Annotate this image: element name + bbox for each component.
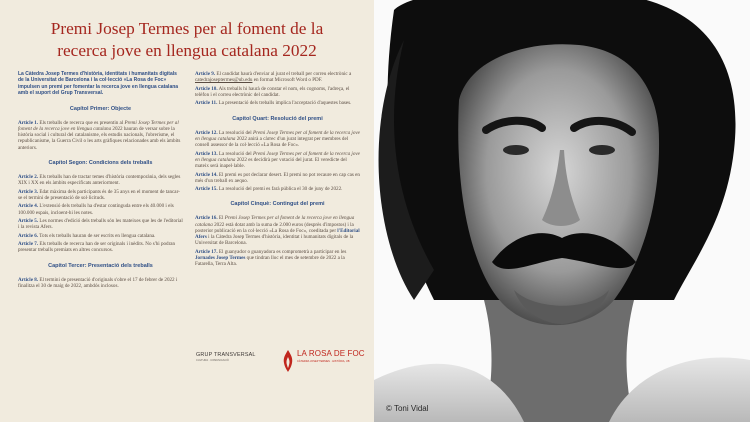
- article-9: Article 9. El candidat haurà d'enviar al jurat el treball per correu electrònic a catedrajoseptermes@ub.edu en format Microsoft Word o PDF.: [195, 71, 352, 84]
- article-15: Article 15. La resolució del premi es farà pública el 30 de juny de 2022.: [195, 186, 343, 193]
- article-6: Article 6. Tots els treballs hauran de ser escrits en llengua catalana.: [18, 232, 156, 239]
- column-right: [195, 71, 360, 270]
- chapter-2-heading: Capítol Segon: Condicions dels treballs: [48, 159, 153, 166]
- intro-paragraph: La Càtedra Josep Termes d'història, identitats i humanitats digitals de la Universitat de Barcelona i la col·lecció «La Rosa de Foc» impulsen un premi per fomentar la recerca jove en llengua catalana amb el suport del Grup Transversal.: [18, 71, 179, 97]
- article-14: Article 14. El premi es pot declarar desert. El premi no pot recaure en cap cas en més d'un treball ex aequo.: [195, 171, 360, 184]
- chapter-4-heading: Capítol Quart: Resolució del premi: [232, 115, 323, 122]
- column-left: [18, 71, 183, 291]
- grup-transversal-logo: [196, 352, 262, 374]
- article-7: Article 7. Els treballs de recerca han de ser originals i inèdits. No s'hi podran presentar treballs premiats en altres concursos.: [18, 241, 176, 254]
- article-12: Article 12. La resolució del Premi Josep Termes per al foment de la recerca jove en llengua catalana 2022 anirà a càrrec d'un jurat integrat per membres del consell assessor de la col·lecció «La Rosa de Foc».: [195, 129, 360, 149]
- photo-credit: © Toni Vidal: [386, 404, 429, 413]
- article-4: Article 4. L'extensió dels treballs ha d'estar continguda entre els 40.000 i els 100.000 espais, incloent-hi les notes.: [18, 203, 174, 216]
- la-rosa-de-foc-subtitle: CÀTEDRA JOSEP TERMES · HISTÒRIA, UB: [297, 360, 350, 363]
- chapter-1-heading: Capítol Primer: Objecte: [69, 105, 132, 112]
- article-2: Article 2. Els treballs han de tractar temes d'història contemporània, dels segles XIX i XX en els àmbits especificats anteriorment.: [18, 173, 181, 187]
- prize-poster: [0, 0, 374, 422]
- article-1: Article 1. Els treballs de recerca que es presentin al Premi Josep Termes per al foment de la recerca jove en llengua catalana 2022 hauran de versar sobre la història social i cultural del catalanisme, els estudis nacionals, l'obrerisme, el republicanisme, la Guerra Civil o les arts gràfiques relacionades amb els àmbits anteriors.: [18, 119, 181, 151]
- article-8: Article 8. El termini de presentació d'originals s'obre el 17 de febrer de 2022 i finalitza el 30 de maig de 2022, ambdós inclosos.: [18, 276, 178, 289]
- la-rosa-de-foc-name: LA ROSA DE FOC: [297, 349, 365, 358]
- la-rosa-de-foc-logo: [282, 346, 364, 378]
- article-13: Article 13. La resolució del Premi Josep Termes per al foment de la recerca jove en llengua catalana 2022 es decidirà per votació del jurat. El veredicte del mateix serà inapel·lable.: [195, 150, 360, 170]
- grup-transversal-name: GRUP TRANSVERSAL: [196, 352, 256, 358]
- article-16: Article 16. El Premi Josep Termes per al foment de la recerca jove en llengua catalana 2022 està dotat amb la suma de 2.000 euros (desprès d'impostos) i la posterior publicació en la col·lecció «La Rosa de Foc», coeditada per l'Editorial Afers i la Càtedra Josep Termes d'història, identitat i humanitats digitals de la Universitat de Barcelona.: [195, 215, 360, 247]
- article-10: Article 10. Als treballs hi haurà de constar el nom, els cognoms, l'adreça, el telèfon i el correu electrònic del candidat.: [195, 85, 350, 98]
- article-3: Article 3. Edat màxima dels participants és de 35 anys en el moment de tancar-se el termini de presentació de sol·licituds.: [18, 188, 180, 201]
- portrait-illustration: [374, 0, 750, 422]
- title-line-1: Premi Josep Termes per al foment de la: [50, 19, 324, 38]
- poster-title: [14, 18, 360, 61]
- portrait-photo: [374, 0, 750, 422]
- article-11: Article 11. La presentació dels treballs implica l'acceptació d'aquestes bases.: [195, 100, 352, 107]
- chapter-3-heading: Capítol Tercer: Presentació dels treballs: [48, 262, 153, 269]
- email-link[interactable]: catedrajoseptermes@ub.edu: [195, 77, 253, 84]
- grup-transversal-subtitle: CULTURA · COMUNICACIÓ: [196, 359, 229, 362]
- rosa-flame-icon: [282, 349, 294, 373]
- article-17: Article 17. El guanyador o guanyadora es comprometrà a participar en les Jornades Josep Termes que tindran lloc el mes de setembre de 2022 a la Fatarella, Terra Alta.: [195, 248, 347, 268]
- title-line-2: recerca jove en llengua catalana 2022: [57, 40, 317, 60]
- chapter-5-heading: Capítol Cinquè: Contingut del premi: [230, 201, 325, 208]
- article-5: Article 5. Les normes d'edició dels treballs són les mateixes que les de l'editorial i la revista Afers.: [18, 217, 183, 231]
